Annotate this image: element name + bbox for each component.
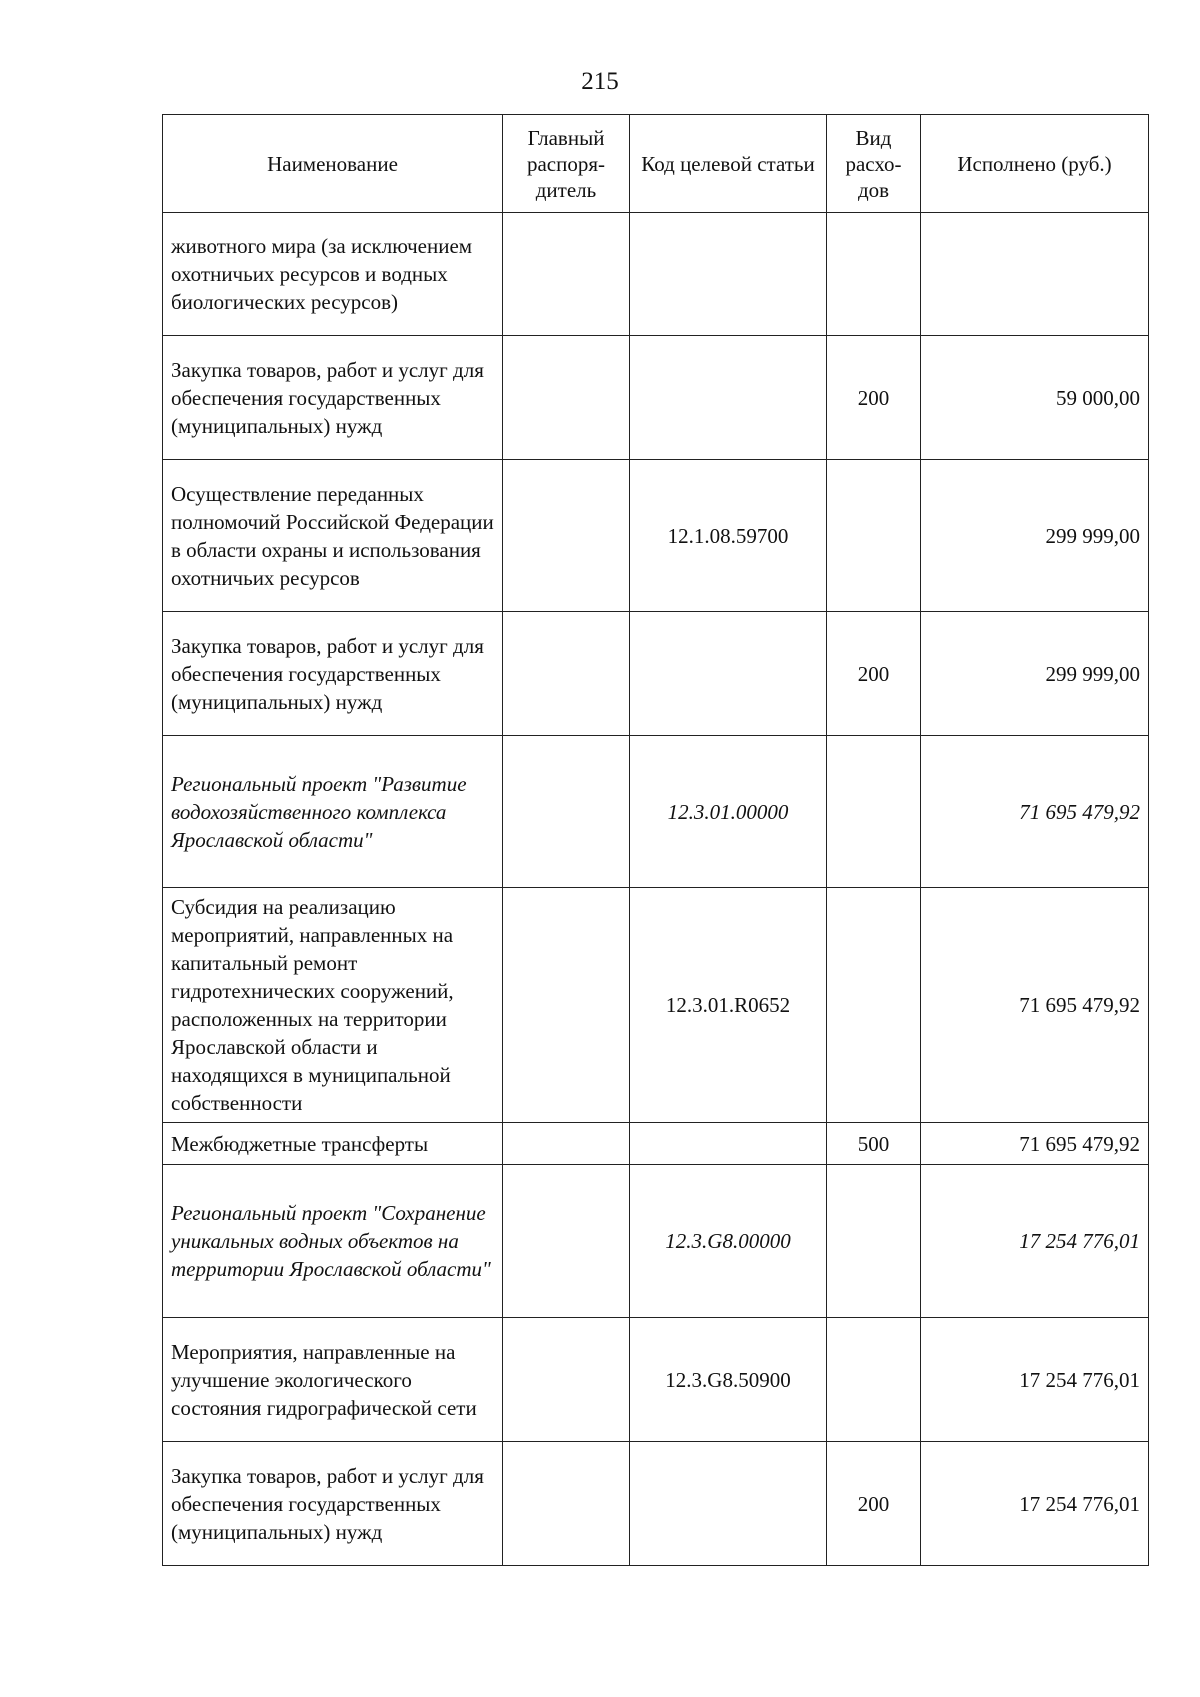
- row-vid: [827, 213, 921, 336]
- row-rasporyaditel: [503, 888, 630, 1123]
- row-code: 12.3.01.R0652: [630, 888, 827, 1123]
- row-code: 12.3.G8.50900: [630, 1318, 827, 1442]
- table-row: [163, 336, 1149, 460]
- table-row: [163, 213, 1149, 336]
- row-rasporyaditel: [503, 336, 630, 460]
- row-amount: 71 695 479,92: [921, 1123, 1149, 1165]
- row-vid: 200: [827, 336, 921, 460]
- row-amount: 299 999,00: [921, 612, 1149, 736]
- row-code: [630, 1123, 827, 1165]
- row-rasporyaditel: [503, 612, 630, 736]
- table-row: [163, 888, 1149, 1123]
- row-amount: 17 254 776,01: [921, 1165, 1149, 1318]
- row-vid: [827, 736, 921, 888]
- row-name: Мероприятия, направленные на улучшение экологического состояния гидрографической сети: [163, 1318, 503, 1442]
- header-ispolneno: Исполнено (руб.): [921, 115, 1149, 213]
- header-kod-celevoy-stati: Код целевой статьи: [630, 115, 827, 213]
- row-amount: 71 695 479,92: [921, 736, 1149, 888]
- header-name: Наименование: [163, 115, 503, 213]
- row-vid: [827, 1165, 921, 1318]
- row-code: [630, 213, 827, 336]
- row-rasporyaditel: [503, 1442, 630, 1566]
- row-amount: [921, 213, 1149, 336]
- row-vid: 200: [827, 612, 921, 736]
- table-row: [163, 1123, 1149, 1165]
- table-header-row: [163, 115, 1149, 213]
- table-row-project: [163, 1165, 1149, 1318]
- row-amount: 17 254 776,01: [921, 1442, 1149, 1566]
- row-amount: 299 999,00: [921, 460, 1149, 612]
- row-code: [630, 336, 827, 460]
- row-name: Региональный проект "Развитие водохозяйственного комплекса Ярославской области": [163, 736, 503, 888]
- row-rasporyaditel: [503, 1165, 630, 1318]
- row-code: [630, 612, 827, 736]
- header-glavny-rasporyaditel: Главный распоря-дитель: [503, 115, 630, 213]
- row-name: животного мира (за исключением охотничьих ресурсов и водных биологических ресурсов): [163, 213, 503, 336]
- row-name: Осуществление переданных полномочий Российской Федерации в области охраны и использования охотничьих ресурсов: [163, 460, 503, 612]
- row-amount: 71 695 479,92: [921, 888, 1149, 1123]
- header-vid-rashodov: Вид расхо-дов: [827, 115, 921, 213]
- row-name: Закупка товаров, работ и услуг для обеспечения государственных (муниципальных) нужд: [163, 336, 503, 460]
- row-vid: [827, 460, 921, 612]
- row-name: Субсидия на реализацию мероприятий, направленных на капитальный ремонт гидротехнических сооружений, расположенных на территории Ярославской области и находящихся в муниципальной собственности: [163, 888, 503, 1123]
- row-vid: 200: [827, 1442, 921, 1566]
- row-name: Закупка товаров, работ и услуг для обеспечения государственных (муниципальных) нужд: [163, 1442, 503, 1566]
- row-code: 12.3.G8.00000: [630, 1165, 827, 1318]
- row-vid: [827, 888, 921, 1123]
- row-rasporyaditel: [503, 213, 630, 336]
- table-row: [163, 1442, 1149, 1566]
- table-row-project: [163, 736, 1149, 888]
- row-vid: 500: [827, 1123, 921, 1165]
- table-row: [163, 1318, 1149, 1442]
- row-name: Закупка товаров, работ и услуг для обеспечения государственных (муниципальных) нужд: [163, 612, 503, 736]
- budget-execution-table: [162, 114, 1149, 1566]
- row-rasporyaditel: [503, 460, 630, 612]
- row-rasporyaditel: [503, 1123, 630, 1165]
- row-code: 12.1.08.59700: [630, 460, 827, 612]
- table-row: [163, 460, 1149, 612]
- row-name: Региональный проект "Сохранение уникальных водных объектов на территории Ярославской области": [163, 1165, 503, 1318]
- row-code: 12.3.01.00000: [630, 736, 827, 888]
- row-vid: [827, 1318, 921, 1442]
- row-amount: 17 254 776,01: [921, 1318, 1149, 1442]
- row-code: [630, 1442, 827, 1566]
- row-name: Межбюджетные трансферты: [163, 1123, 503, 1165]
- row-rasporyaditel: [503, 736, 630, 888]
- row-amount: 59 000,00: [921, 336, 1149, 460]
- page-number: 215: [581, 68, 619, 95]
- row-rasporyaditel: [503, 1318, 630, 1442]
- table-row: [163, 612, 1149, 736]
